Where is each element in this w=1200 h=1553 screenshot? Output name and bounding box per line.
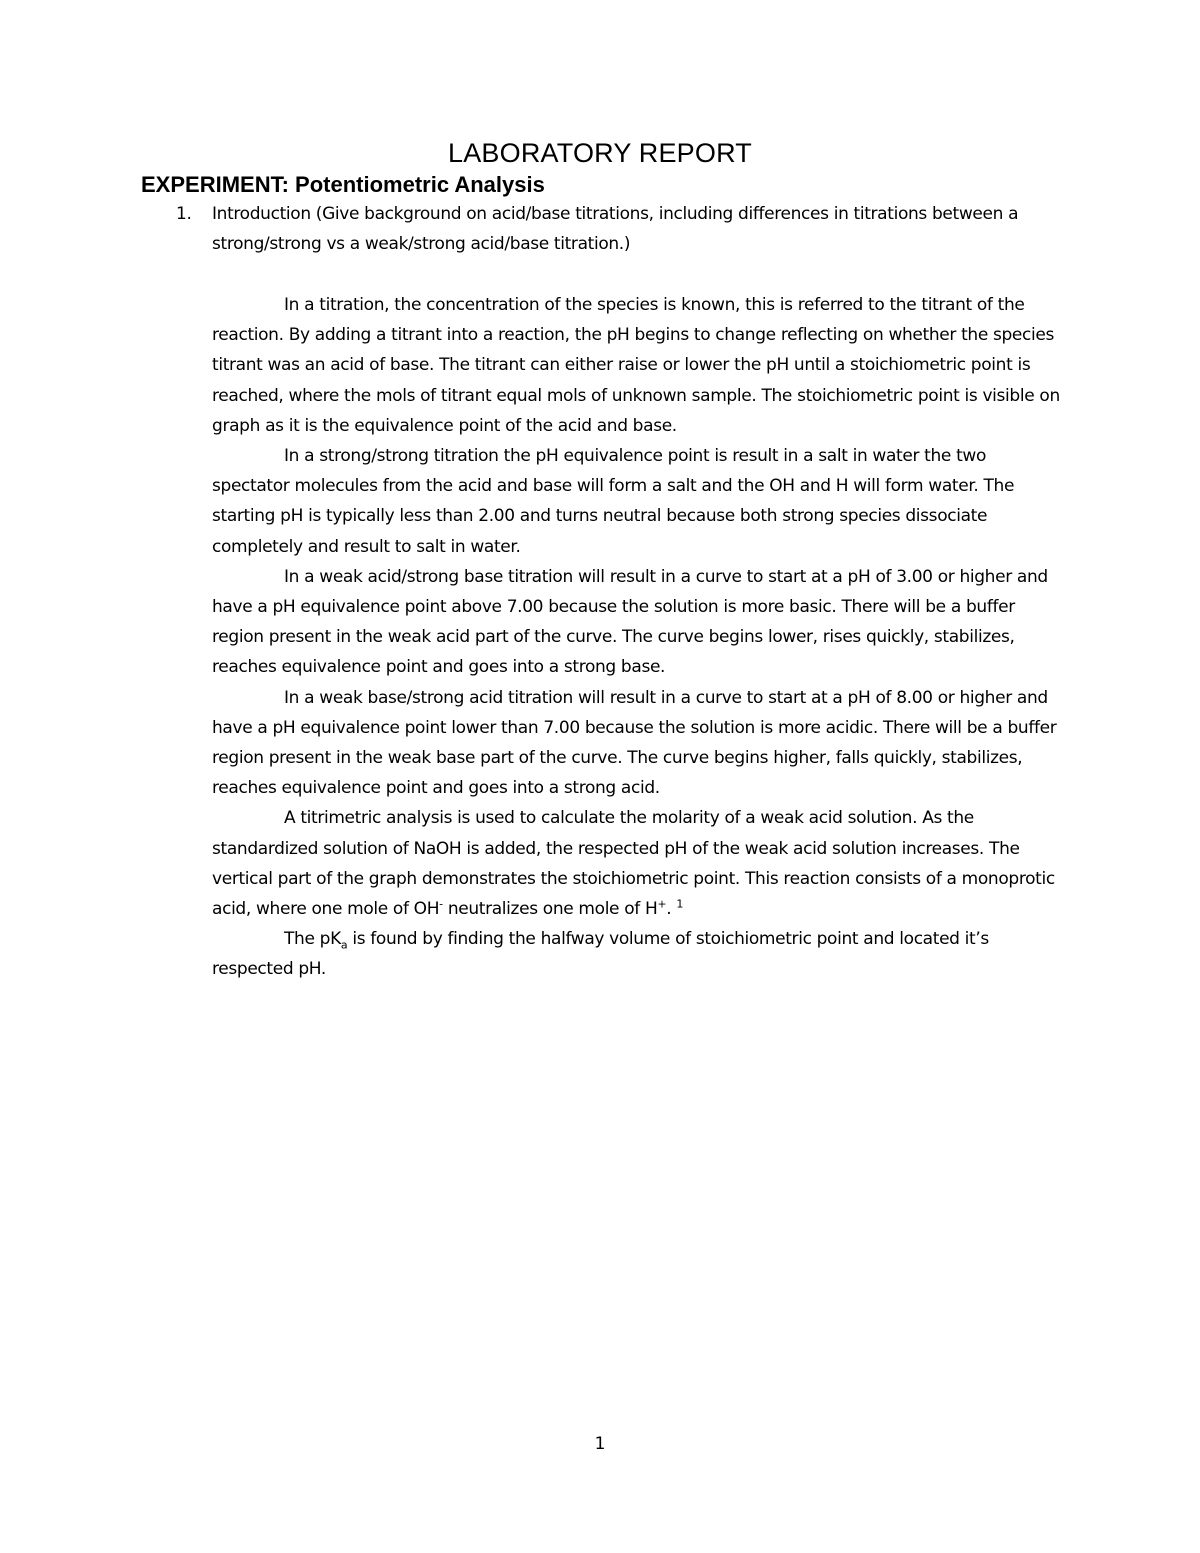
paragraph-titration: In a titration, the concentration of the species is known, this is referred to the titrant of the reaction. By adding a titrant into a reaction, the pH begins to change reflecting on whether the species titrant was an acid of base. The titrant can either raise or lower the pH until a stoichiometric point is reached, where the mols of titrant equal mols of unknown sample. The stoichiometric point is visible on graph as it is the equivalence point of the acid and base. xyxy=(212,295,1060,436)
section-heading: Introduction (Give background on acid/base titrations, including differences in titrations between a strong/strong vs a weak/strong acid/base titration.) xyxy=(212,204,1019,255)
experiment-label: EXPERIMENT: xyxy=(141,172,289,197)
hydrogen-charge: + xyxy=(657,897,667,911)
paragraph-strong-strong: In a strong/strong titration the pH equivalence point is result in a salt in water the two spectator molecules from the acid and base will form a salt and the OH and H will form water. The starting pH is typically less than 2.00 and turns neutral because both strong species dissociate completely and result to salt in water. xyxy=(212,446,1015,557)
experiment-heading xyxy=(141,172,545,198)
introduction-body xyxy=(212,290,1062,985)
section-number: 1. xyxy=(176,204,192,224)
para6-rest: is found by finding the halfway volume of stoichiometric point and located it’s respected pH. xyxy=(212,929,989,980)
paragraph-weak-base-strong-acid: In a weak base/strong acid titration will result in a curve to start at a pH of 8.00 or higher and have a pH equivalence point lower than 7.00 because the solution is more acidic. There will be a buffer region present in the weak base part of the curve. The curve begins higher, falls quickly, stabilizes, reaches equivalence point and goes into a strong acid. xyxy=(212,687,1057,799)
report-title: LABORATORY REPORT xyxy=(448,138,752,168)
hydroxide-charge: - xyxy=(439,897,443,911)
footnote-reference: 1 xyxy=(676,897,684,911)
para5-text: A titrimetric analysis is used to calculate the molarity of a weak acid solution. As the standardized solution of NaOH is added, the respected pH of the weak acid solution increases. The vertical part of the graph demonstrates the stoichiometric point. This reaction consists of a monoprotic acid, where one mole of OH xyxy=(212,808,1055,920)
para5-end: . xyxy=(666,899,677,920)
paragraph-pka xyxy=(212,924,1062,984)
pka-subscript: a xyxy=(340,938,348,952)
paragraph-titrimetric-analysis xyxy=(212,803,1062,924)
para5-mid: neutralizes one mole of H xyxy=(442,899,658,920)
experiment-name: Potentiometric Analysis xyxy=(288,172,545,197)
para6-start: The pK xyxy=(284,929,341,950)
paragraph-weak-acid-strong-base: In a weak acid/strong base titration will result in a curve to start at a pH of 3.00 or higher and have a pH equivalence point above 7.00 because the solution is more basic. There will be a buffer region present in the weak acid part of the curve. The curve begins lower, rises quickly, stabilizes, reaches equivalence point and goes into a strong base. xyxy=(212,566,1048,678)
page-number: 1 xyxy=(594,1434,606,1454)
